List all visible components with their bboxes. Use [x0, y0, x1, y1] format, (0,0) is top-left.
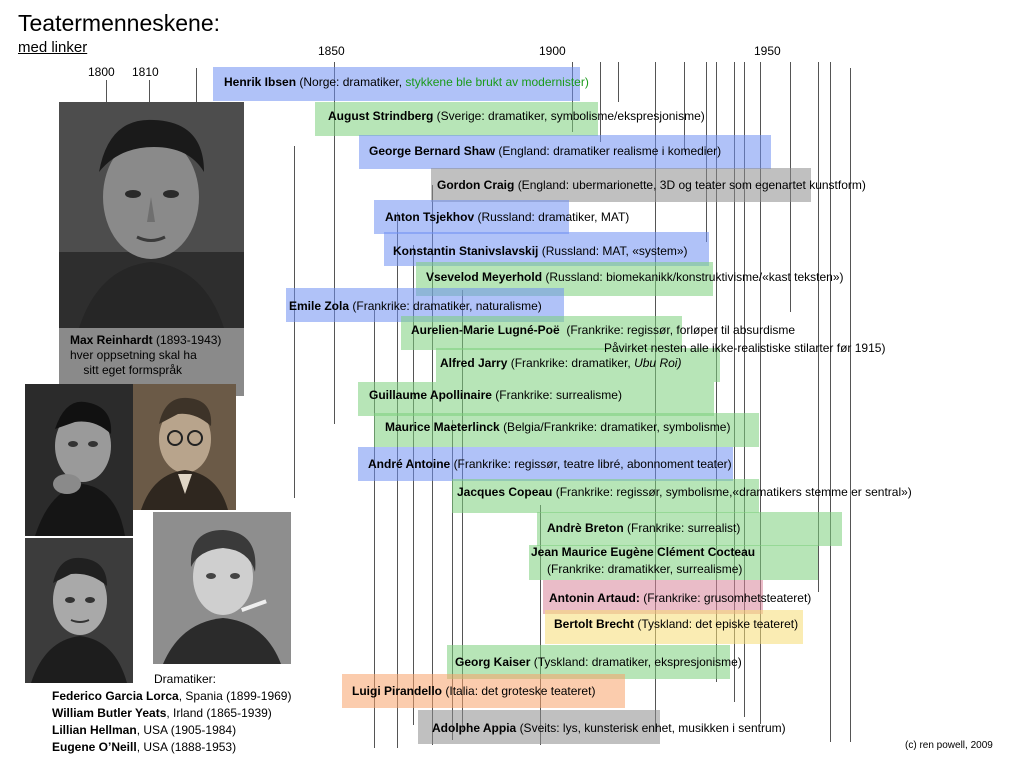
person-name: Bertolt Brecht — [554, 617, 635, 631]
caption-name: Max Reinhardt — [70, 333, 153, 347]
page-title: Teatermenneskene: — [18, 10, 221, 36]
label-henrik-ibsen — [224, 75, 589, 90]
year-label-1950: 1950 — [754, 44, 781, 58]
label-vsevelod-meyerhold — [426, 270, 844, 285]
dramatist-details: , Irland (1865-1939) — [166, 706, 272, 720]
list-item — [52, 739, 291, 756]
person-description: (Norge: dramatiker, — [299, 75, 403, 89]
label-emile-zola — [289, 299, 542, 314]
person-name: Gordon Craig — [437, 178, 515, 192]
dramatist-details: , USA (1905-1984) — [136, 723, 237, 737]
label-guillaume-apollinaire — [369, 388, 622, 403]
caption-line2: hver oppsetning skal ha — [70, 348, 197, 362]
person-description: (Russland: biomekanikk/konstruktivisme/«kast teksten») — [545, 270, 844, 284]
links-subtitle[interactable]: med linker — [18, 39, 88, 56]
dramatist-name: Lillian Hellman — [52, 723, 137, 737]
person-description: (Italia: det groteske teateret) — [445, 684, 596, 698]
label-konstantin-stanislavskij — [393, 244, 688, 259]
caption-years: (1893-1943) — [156, 333, 222, 347]
dramatist-name: Eugene O’Neill — [52, 740, 137, 754]
person-name: Jacques Copeau — [457, 485, 553, 499]
portrait-max-reinhardt — [59, 102, 244, 328]
list-item — [52, 705, 291, 722]
person-description: (England: dramatiker realisme i komedier) — [498, 144, 722, 158]
label-jean-cocteau — [531, 545, 755, 560]
person-name: André Antoine — [368, 457, 451, 471]
label-george-bernard-shaw — [369, 144, 721, 159]
label-andre-antoine — [368, 457, 732, 472]
person-name: Emile Zola — [289, 299, 350, 313]
timeline-line — [850, 68, 851, 742]
timeline-line — [149, 80, 150, 102]
person-name: Aurelien-Marie Lugné-Poë — [411, 323, 560, 337]
dramatists-heading: Dramatiker: — [154, 672, 217, 686]
person-description: (Belgia/Frankrike: dramatiker, symbolisme) — [503, 420, 731, 434]
label-bertolt-brecht — [554, 617, 798, 632]
person-description: (Sveits: lys, kunsterisk enhet, musikken i sentrum) — [519, 721, 786, 735]
dramatist-name: Federico Garcia Lorca — [52, 689, 179, 703]
person-description: (Frankrike: regissør, teatre libré, abonnoment teater) — [453, 457, 732, 471]
list-item — [52, 688, 291, 705]
person-description: (Frankrike: grusomhetsteateret) — [643, 591, 812, 605]
dramatist-details: , Spania (1899-1969) — [178, 689, 292, 703]
person-description: (Frankrike: dramatiker, naturalisme) — [352, 299, 542, 313]
person-name: George Bernard Shaw — [369, 144, 496, 158]
person-description: (Frankrike: surrealisme) — [495, 388, 622, 402]
label-jean-cocteau-line2: (Frankrike: dramatikker, surrealisme) — [547, 562, 743, 576]
year-label-1900: 1900 — [539, 44, 566, 58]
person-description: (Sverige: dramatiker, symbolisme/ekspresjonisme) — [436, 109, 705, 123]
person-name: Jean Maurice Eugène Clément Cocteau — [531, 545, 756, 559]
person-work: Ubu Roi) — [634, 356, 682, 370]
person-name: Vsevelod Meyerhold — [426, 270, 543, 284]
label-adolphe-appia — [432, 721, 786, 736]
year-label-1850: 1850 — [318, 44, 345, 58]
label-antonin-artaud — [549, 591, 811, 606]
timeline-line — [106, 80, 107, 102]
person-name: Konstantin Stanivslavskij — [393, 244, 539, 258]
person-description: (England: ubermarionette, 3D og teater som egenartet kunstform) — [517, 178, 866, 192]
person-name: Andrè Breton — [547, 521, 624, 535]
label-aurelien-marie-lugne-poe — [411, 323, 795, 338]
portrait-oneill — [25, 538, 133, 683]
person-name: Adolphe Appia — [432, 721, 517, 735]
timeline-line — [600, 62, 601, 142]
person-description-link[interactable]: stykkene ble brukt av modernister) — [405, 75, 589, 89]
person-name: Antonin Artaud: — [549, 591, 640, 605]
caption-line3: sitt eget formspråk — [83, 363, 183, 377]
label-lugne-poe-line2: Påvirket nesten alle ikke-realistiske stilarter før 1915) — [604, 341, 886, 355]
portrait-hellman — [153, 512, 291, 664]
label-august-strindberg — [328, 109, 705, 124]
list-item — [52, 722, 291, 739]
year-label-1810: 1810 — [132, 65, 159, 79]
person-name: Maurice Maeterlinck — [385, 420, 500, 434]
dramatists-list — [52, 671, 291, 756]
timeline-line — [294, 146, 295, 498]
copyright-credit: (c) ren powell, 2009 — [905, 740, 993, 751]
person-name: Guillaume Apollinaire — [369, 388, 492, 402]
person-description: (Russland: MAT, «system») — [541, 244, 688, 258]
person-name: Alfred Jarry — [440, 356, 508, 370]
timeline-line — [830, 62, 831, 742]
timeline-line — [618, 62, 619, 102]
dramatist-name: William Butler Yeats — [52, 706, 167, 720]
portrait-lorca — [25, 384, 133, 536]
label-luigi-pirandello — [352, 684, 595, 699]
person-description: (Frankrike: regissør, symbolisme,«dramatikers stemme er sentral») — [555, 485, 912, 499]
person-description: (Frankrike: dramatiker, — [510, 356, 631, 370]
person-description: (Frankrike: surrealist) — [627, 521, 741, 535]
label-andre-breton — [547, 521, 740, 536]
person-name: Luigi Pirandello — [352, 684, 443, 698]
person-description: (Frankrike: regissør, forløper til absurdisme — [566, 323, 796, 337]
label-gordon-craig — [437, 178, 866, 193]
person-description: (Tyskland: det episke teateret) — [637, 617, 799, 631]
person-name: August Strindberg — [328, 109, 434, 123]
label-georg-kaiser — [455, 655, 742, 670]
person-description: (Tyskland: dramatiker, ekspresjonisme) — [533, 655, 742, 669]
portrait-yeats — [133, 384, 236, 510]
timeline-line — [196, 68, 197, 102]
caption-max-reinhardt — [70, 333, 221, 378]
person-name: Georg Kaiser — [455, 655, 531, 669]
label-maurice-maeterlinck — [385, 420, 730, 435]
label-anton-tsjekhov — [385, 210, 629, 225]
person-name: Henrik Ibsen — [224, 75, 297, 89]
dramatist-details: , USA (1888-1953) — [136, 740, 237, 754]
label-jacques-copeau — [457, 485, 912, 500]
person-name: Anton Tsjekhov — [385, 210, 475, 224]
year-label-1800: 1800 — [88, 65, 115, 79]
label-alfred-jarry — [440, 356, 681, 371]
person-description: (Russland: dramatiker, MAT) — [477, 210, 630, 224]
